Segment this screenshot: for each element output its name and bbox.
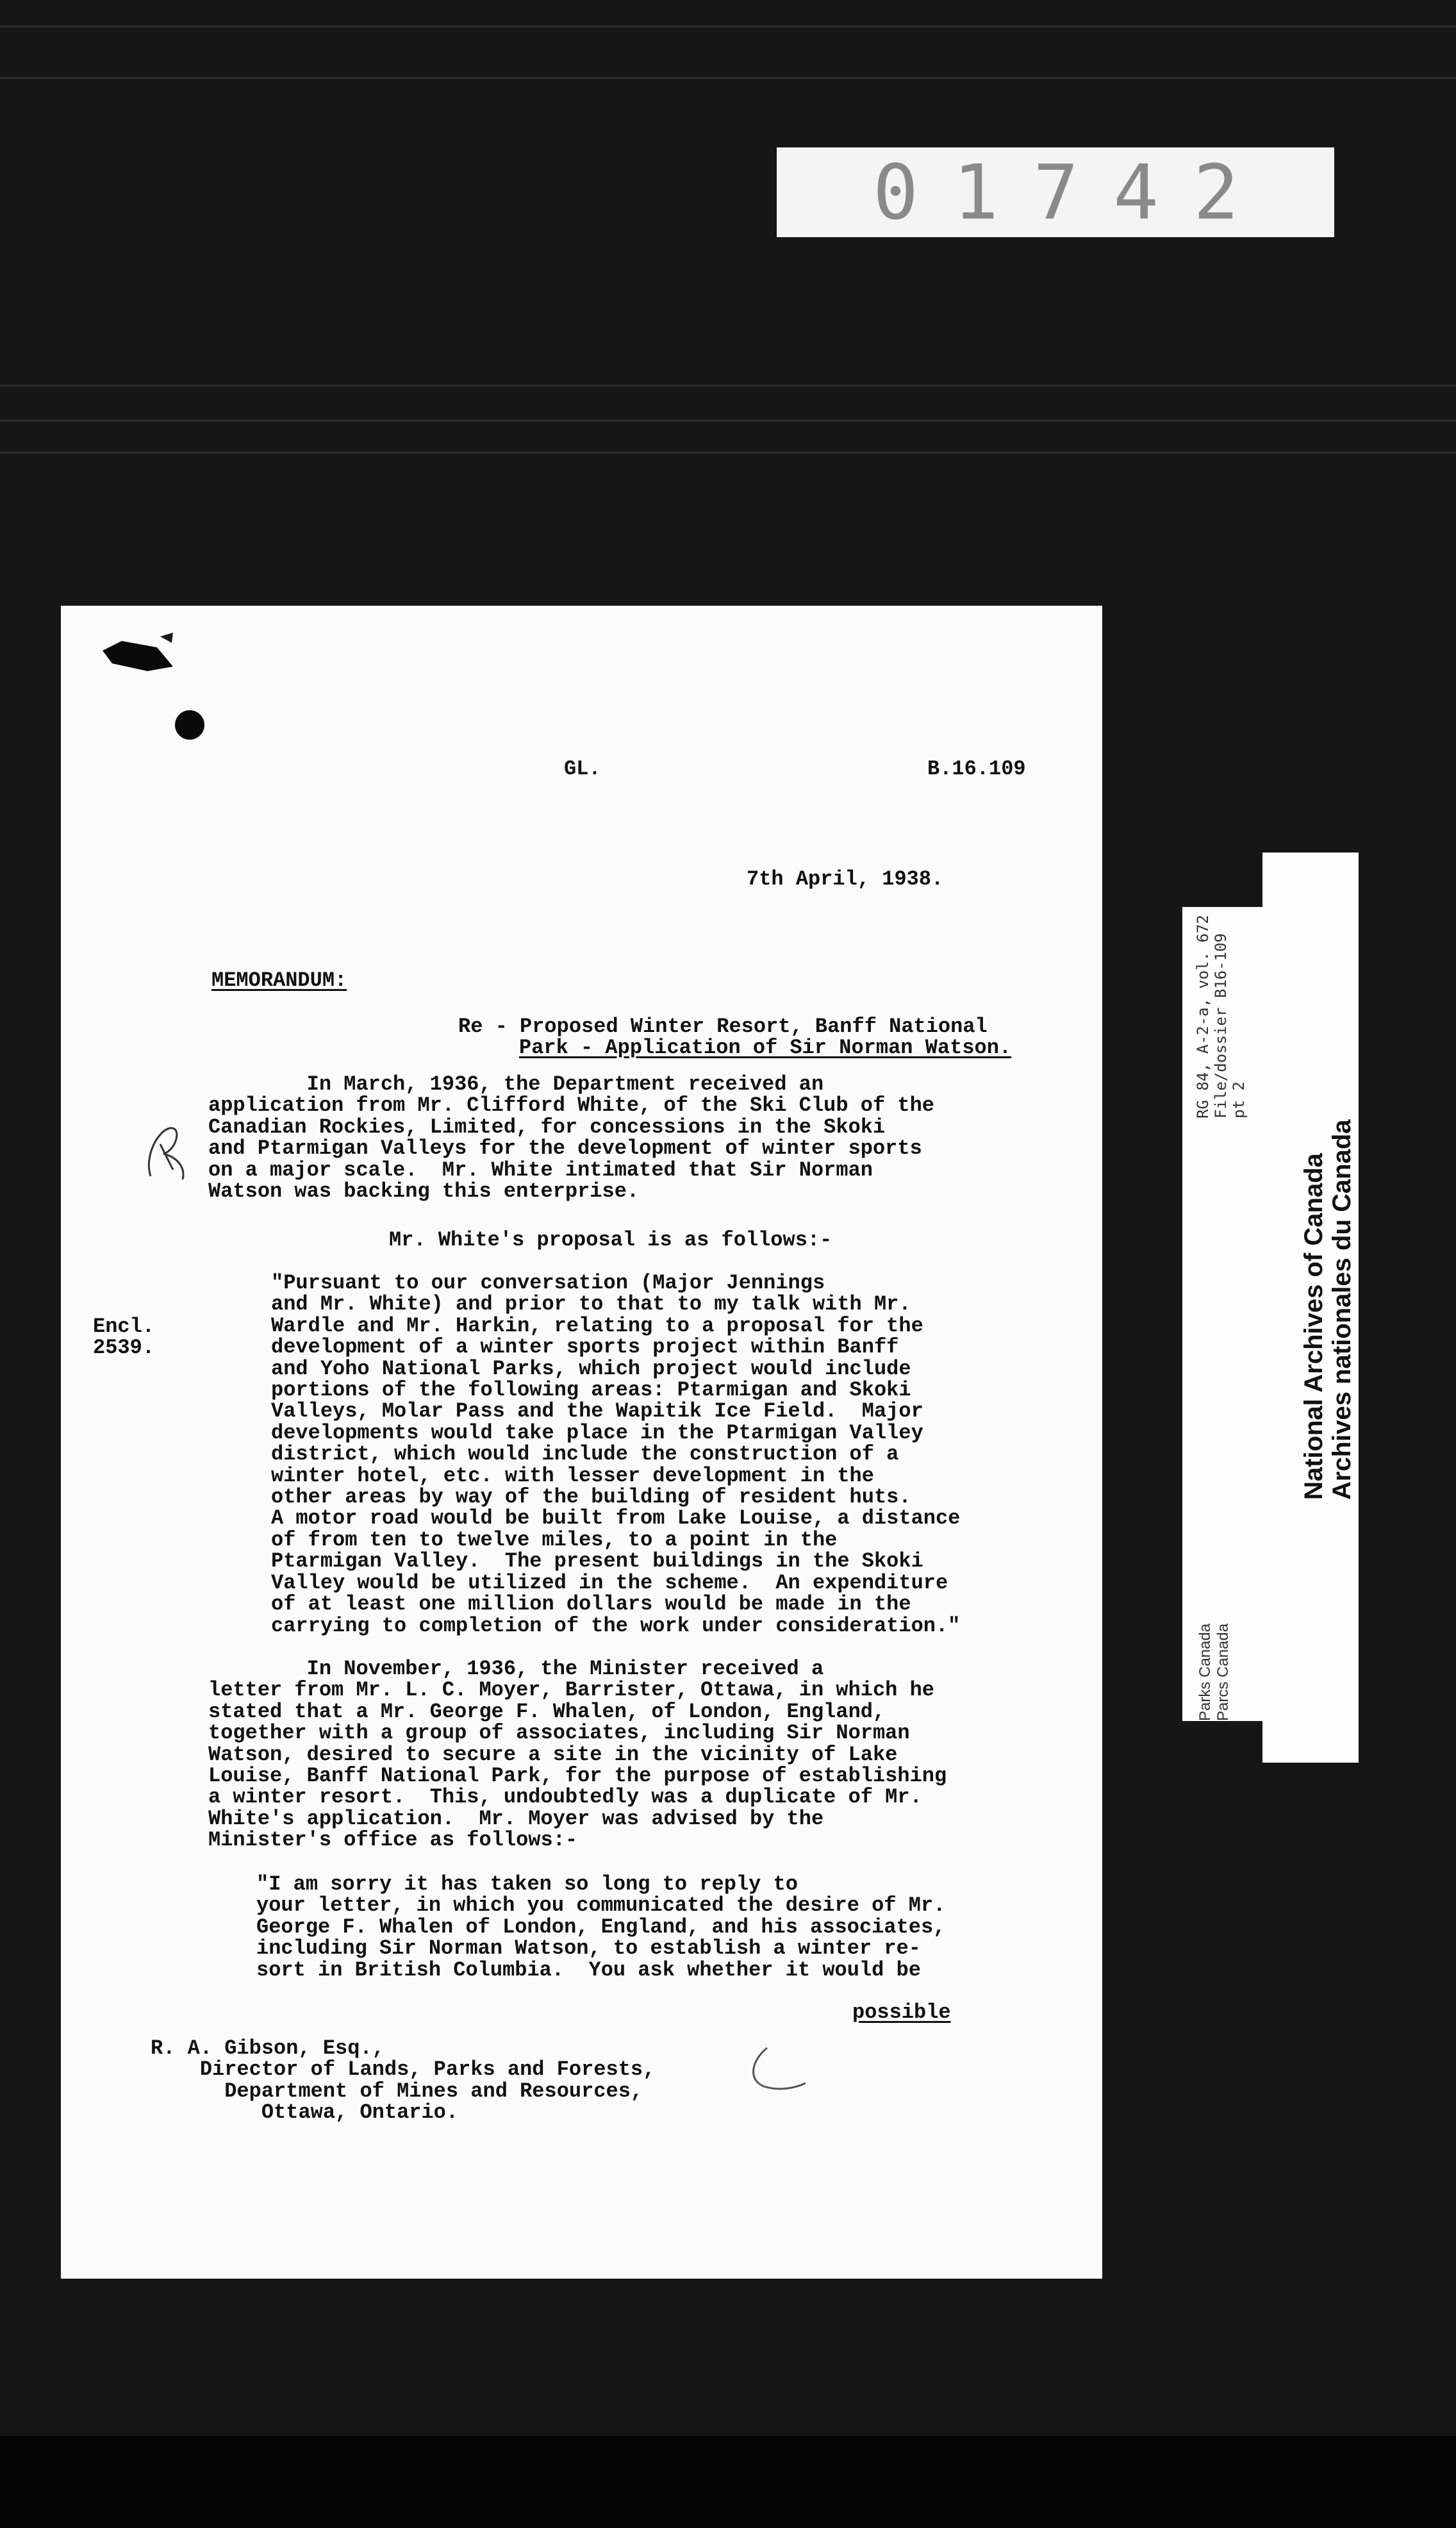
memo-addressee: R. A. Gibson, Esq., Director of Lands, Parks and Forests, Department of Mines and Resources, Ottawa, Ontario.: [151, 2036, 656, 2125]
memo-paragraph-2: Mr. White's proposal is as follows:-: [389, 1228, 832, 1252]
film-streak: [0, 452, 1456, 454]
film-streak: [0, 385, 1456, 387]
film-streak: [0, 420, 1456, 422]
pencil-mark: [741, 2042, 818, 2099]
memo-heading: MEMORANDUM:: [211, 969, 347, 992]
parks-canada-text: Parks Canada Parcs Canada: [1196, 1623, 1232, 1721]
memo-paragraph-1: In March, 1936, the Department received an application from Mr. Clifford White, of the Ski Club of the Canadian Rockies, Limited, for concessions in the Skoki and Ptarmigan Valleys for the development of winter sports on a major scale. Mr. White intimated that Sir Norman Watson was backing this enterprise.: [208, 1072, 934, 1204]
punch-hole: [175, 710, 204, 740]
margin-enclosure-note: Encl. 2539.: [93, 1315, 155, 1360]
memo-page: [61, 606, 1102, 2279]
parks-canada-label: [1182, 907, 1266, 1721]
torn-corner-mark: [96, 631, 179, 676]
memo-file-number: B.16.109: [927, 757, 1026, 781]
memo-date: 7th April, 1938.: [747, 867, 944, 891]
memo-quote-1: "Pursuant to our conversation (Major Jennings and Mr. White) and prior to that to my talk with Mr. Wardle and Mr. Harkin, relating to a proposal for the development of a winter sports project within Banff and Yoho National Parks, which project would include portions of the following areas: Ptarmigan and Skoki Valleys, Molar Pass and the Wapitik Ice Field. Major developments would take place in the Ptarmigan Valley district, which would include the construction of a winter hotel, etc. with lesser development in the other areas by way of the building of resident huts. A motor road would be built from Lake Louise, a distance of from ten to twelve miles, to a point in the Ptarmigan Valley. The present buildings in the Skoki Valley would be utilized in the scheme. An expenditure of at least one million dollars would be made in the carrying to completion of the work under consideration.": [271, 1271, 961, 1638]
frame-number-label: 01742: [777, 147, 1334, 237]
national-archives-label: [1262, 852, 1359, 1763]
memo-subject-line-2: Park - Application of Sir Norman Watson.: [519, 1036, 1012, 1060]
film-border-bottom: [0, 2436, 1456, 2528]
film-streak: [0, 77, 1456, 79]
memo-quote-2: "I am sorry it has taken so long to reply to your letter, in which you communicated the desire of Mr. George F. Whalen of London, England, and his associates, including Sir Norman Watson, to establish a winter re- sort in British Columbia. You ask whether it would be: [256, 1872, 946, 1982]
handwritten-initials: [138, 1118, 195, 1189]
page-catchword: possible: [852, 2000, 951, 2024]
memo-subject-line-1: Re - Proposed Winter Resort, Banff National: [458, 1015, 988, 1038]
national-archives-text: National Archives of Canada Archives nationales du Canada: [1300, 1119, 1356, 1500]
archive-reference: RG 84, A-2-a, vol. 672 File/dossier B16-109 pt 2: [1194, 915, 1248, 1118]
film-streak: [0, 26, 1456, 28]
memo-paragraph-3: In November, 1936, the Minister received a letter from Mr. L. C. Moyer, Barrister, Ottawa, in which he stated that a Mr. George F. Whalen, of London, England, together with a group of associates, including Sir Norman Watson, desired to secure a site in the vicinity of Lake Louise, Banff National Park, for the purpose of establishing a winter resort. This, undoubtedly was a duplicate of Mr. White's application. Mr. Moyer was advised by the Minister's office as follows:-: [208, 1657, 947, 1852]
memo-code-left: GL.: [564, 757, 601, 781]
